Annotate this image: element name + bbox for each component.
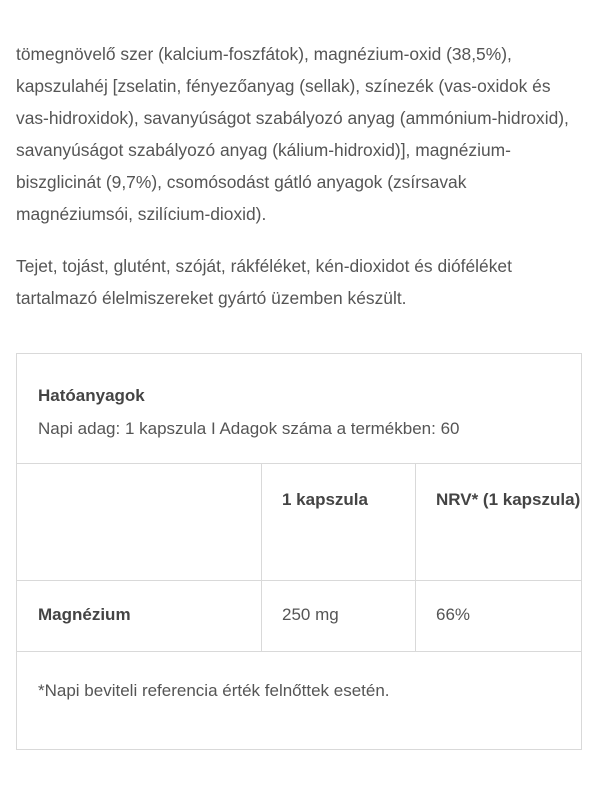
column-header-name [17, 464, 261, 580]
allergen-paragraph: Tejet, tojást, glutént, szóját, rákféléket, kén-dioxidot és dióféléket tartalmazó élelmiszereket gyártó üzemben készült. [16, 256, 512, 308]
footnote-row [17, 652, 581, 749]
column-header-nrv: NRV* (1 kapszula) [415, 464, 581, 580]
column-header-row [17, 464, 581, 581]
nutrient-name: Magnézium [38, 605, 131, 624]
ingredients-paragraph: tömegnövelő szer (kalcium-foszfátok), magnézium-oxid (38,5%), kapszulahéj [zselatin, fényezőanyag (sellak), színezék (vas-oxidok és vas-hidroxidok), savanyúságot szabályozó anyag (ammónium-hidroxid), savanyúságot szabályozó anyag (kálium-hidroxid)], magnézium-biszglicinát (9,7%), csomósodást gátló anyagok (zsírsavak magnéziumsói, szilícium-dioxid). [16, 44, 569, 224]
nutrition-table-header [17, 354, 581, 464]
column-header-amount: 1 kapszula [261, 464, 415, 580]
nutrient-amount: 250 mg [261, 581, 415, 651]
nrv-footnote: *Napi beviteli referencia érték felnőttek esetén. [38, 681, 390, 700]
nutrition-table [16, 353, 582, 750]
table-row [17, 581, 581, 652]
serving-info: Napi adag: 1 kapszula I Adagok száma a termékben: 60 [38, 419, 460, 438]
nutrient-nrv: 66% [415, 581, 581, 651]
nutrition-table-title: Hatóanyagok [38, 386, 145, 405]
product-description [16, 38, 586, 314]
